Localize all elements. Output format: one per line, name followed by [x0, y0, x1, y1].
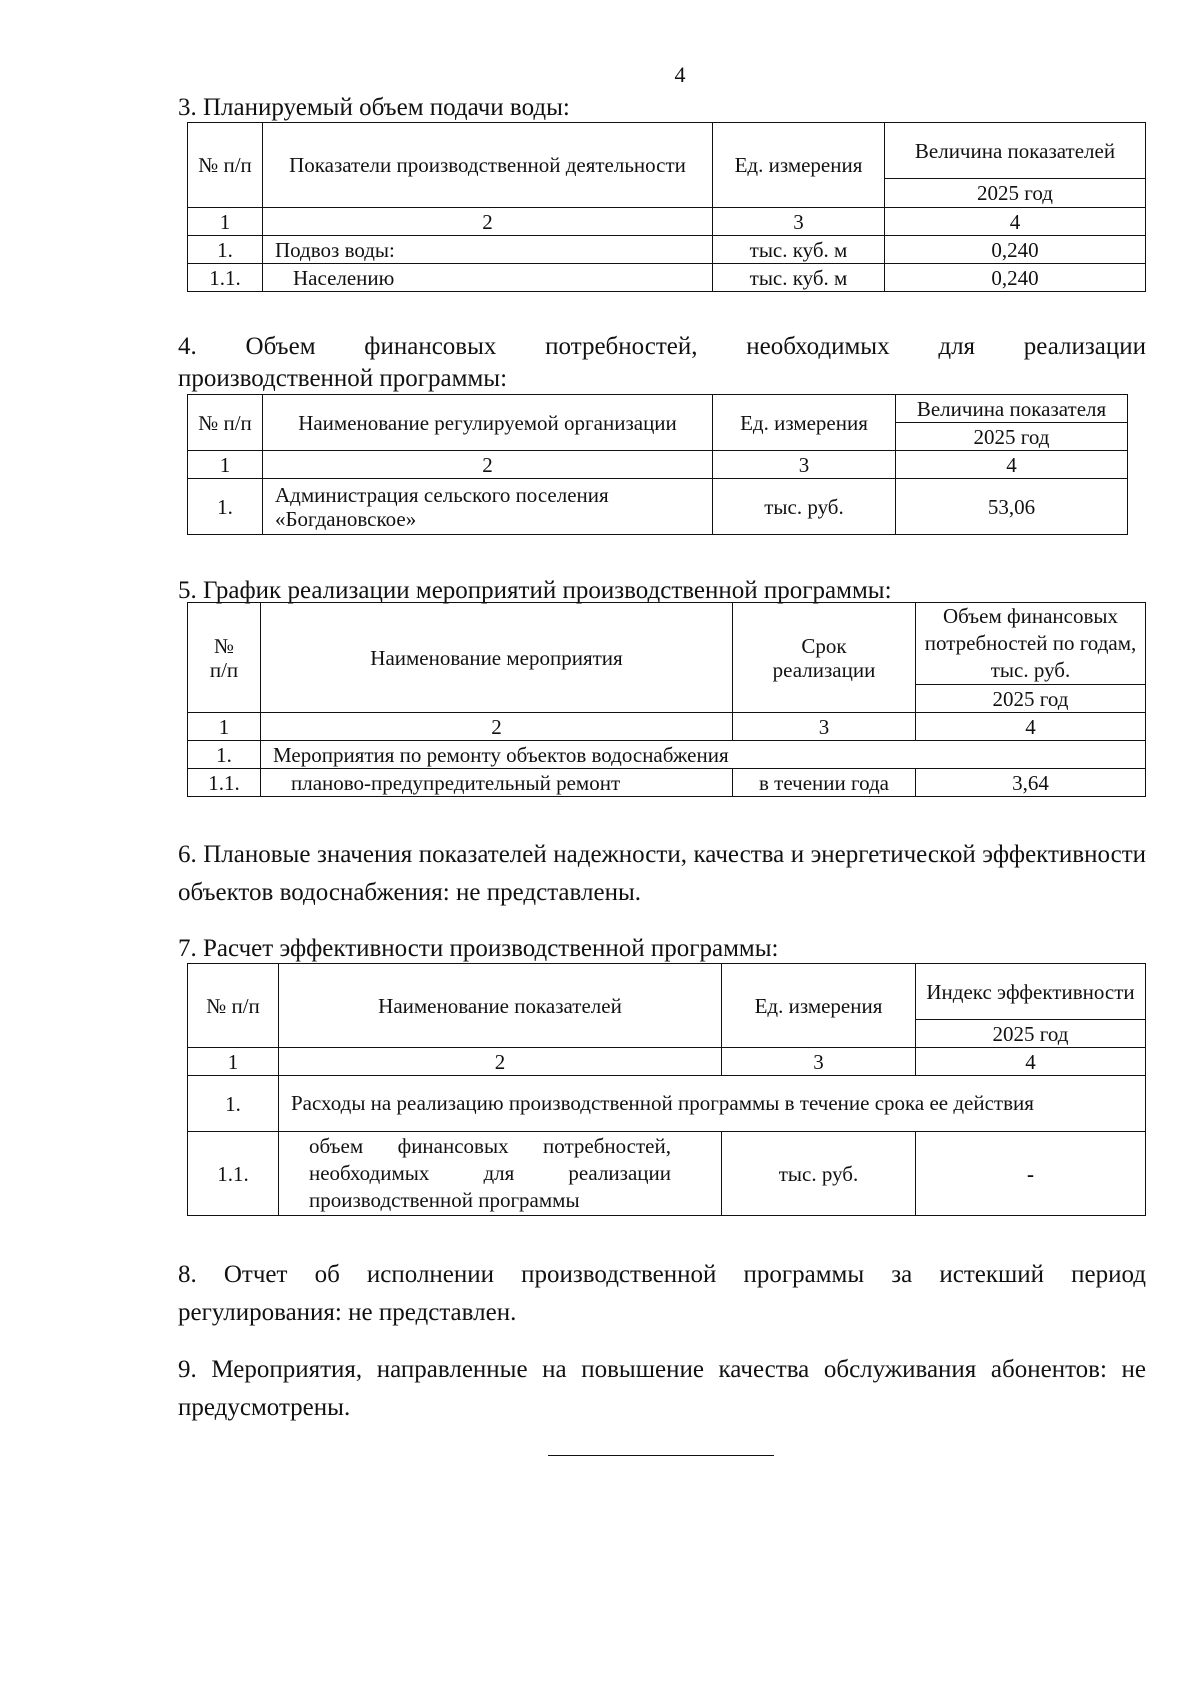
header-value: Величина показателя	[896, 395, 1128, 423]
table-row	[188, 741, 1146, 769]
row-num: 1.1.	[188, 264, 263, 292]
row-unit: тыс. куб. м	[713, 264, 885, 292]
col-number: 2	[279, 1048, 722, 1076]
finance-table	[187, 394, 1128, 535]
row-term: в течении года	[733, 769, 916, 797]
header-term	[733, 603, 916, 713]
table-row	[188, 479, 1128, 535]
row-unit: тыс. руб.	[722, 1132, 916, 1216]
col-number: 4	[916, 713, 1146, 741]
header-num: № п/п	[188, 123, 263, 208]
header-num-line1: №	[213, 633, 235, 658]
col-number: 4	[885, 208, 1146, 236]
section4-heading: 4. Объем финансовых потребностей, необходимых для реализации	[178, 333, 1146, 360]
header-index: Индекс эффективности	[916, 964, 1146, 1020]
header-num: № п/п	[188, 395, 263, 451]
col-number: 1	[188, 208, 263, 236]
col-number: 1	[188, 713, 261, 741]
header-unit: Ед. измерения	[713, 123, 885, 208]
schedule-table	[187, 602, 1146, 797]
row-num: 1.	[188, 479, 263, 535]
row-value: 3,64	[916, 769, 1146, 797]
col-number: 1	[188, 451, 263, 479]
header-num-line2: п/п	[209, 657, 239, 682]
header-indicator: Показатели производственной деятельности	[263, 123, 713, 208]
section9-text: 9. Мероприятия, направленные на повышение качества обслуживания абонентов: не предусмотрены.	[178, 1356, 1146, 1421]
row-num: 1.1.	[188, 1132, 279, 1216]
row-value: 0,240	[885, 264, 1146, 292]
section8-text: 8. Отчет об исполнении производственной программы за истекший период регулирования: не представлен.	[178, 1261, 1146, 1326]
header-year: 2025 год	[916, 1020, 1146, 1048]
col-number: 2	[263, 451, 713, 479]
header-term-line1: Срок	[801, 633, 847, 658]
section4-heading-cont: производственной программы:	[178, 365, 508, 392]
org-name-line2: «Богдановское»	[275, 506, 417, 531]
table-row	[188, 769, 1146, 797]
row-value: 0,240	[885, 236, 1146, 264]
water-supply-table	[187, 122, 1146, 292]
col-number: 4	[896, 451, 1128, 479]
header-year: 2025 год	[885, 179, 1146, 208]
row-name: планово-предупредительный ремонт	[261, 769, 733, 797]
header-event: Наименование мероприятия	[261, 603, 733, 713]
col-number: 3	[733, 713, 916, 741]
row-name	[263, 479, 713, 535]
row-name: Населению	[263, 264, 713, 292]
section3-heading: 3. Планируемый объем подачи воды:	[178, 94, 570, 121]
row-value: -	[916, 1132, 1146, 1216]
closing-line	[548, 1455, 774, 1456]
col-number: 2	[261, 713, 733, 741]
col-number: 4	[916, 1048, 1146, 1076]
row-value: 53,06	[896, 479, 1128, 535]
header-unit: Ед. измерения	[722, 964, 916, 1048]
header-name: Наименование показателей	[279, 964, 722, 1048]
page-number: 4	[674, 62, 686, 87]
col-number: 1	[188, 1048, 279, 1076]
row-num: 1.	[188, 236, 263, 264]
row-name: Подвоз воды:	[263, 236, 713, 264]
row-unit: тыс. куб. м	[713, 236, 885, 264]
header-year: 2025 год	[916, 685, 1146, 713]
row-unit: тыс. руб.	[713, 479, 896, 535]
table-row	[188, 236, 1146, 264]
section7-heading: 7. Расчет эффективности производственной программы:	[178, 935, 779, 962]
row-num: 1.	[188, 1076, 279, 1132]
header-finance: Объем финансовых потребностей по годам, тыс. руб.	[916, 603, 1146, 685]
table-row	[188, 1076, 1146, 1132]
section5-heading: 5. График реализации мероприятий производственной программы:	[178, 577, 892, 604]
header-org: Наименование регулируемой организации	[263, 395, 713, 451]
org-name-line1: Администрация сельского поселения	[275, 482, 609, 507]
col-number: 3	[713, 208, 885, 236]
table-row	[188, 264, 1146, 292]
header-value: Величина показателей	[885, 123, 1146, 179]
col-number: 3	[722, 1048, 916, 1076]
group-name: Расходы на реализацию производственной программы в течение срока ее действия	[279, 1076, 1146, 1132]
efficiency-table	[187, 963, 1146, 1216]
header-year: 2025 год	[896, 423, 1128, 451]
header-num	[188, 603, 261, 713]
section6-text: 6. Плановые значения показателей надежности, качества и энергетической эффективности объектов водоснабжения: не представлены.	[178, 841, 1146, 906]
row-num: 1.1.	[188, 769, 261, 797]
row-num: 1.	[188, 741, 261, 769]
col-number: 2	[263, 208, 713, 236]
group-name: Мероприятия по ремонту объектов водоснабжения	[261, 741, 1146, 769]
table-row	[188, 1132, 1146, 1216]
row-name: объем финансовых потребностей, необходимых для реализации производственной программы	[279, 1132, 722, 1216]
col-number: 3	[713, 451, 896, 479]
header-term-line2: реализации	[772, 657, 876, 682]
header-unit: Ед. измерения	[713, 395, 896, 451]
header-num: № п/п	[188, 964, 279, 1048]
